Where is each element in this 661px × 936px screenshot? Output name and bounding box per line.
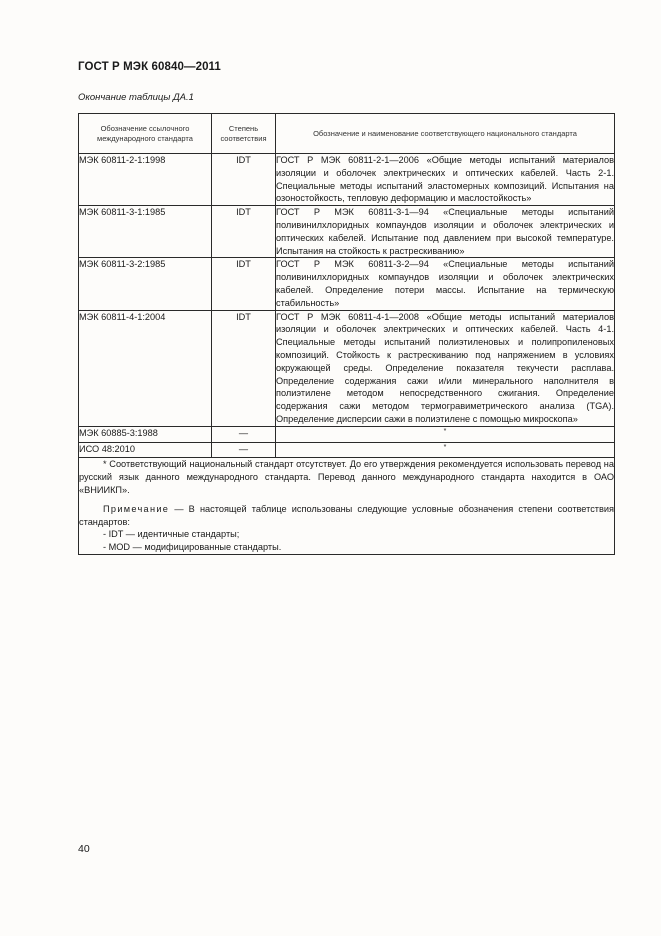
standards-table [78,113,615,555]
cell-degree: IDT [212,206,276,258]
cell-national: ГОСТ Р МЭК 60811-2-1—2006 «Общие методы испытаний материалов изоляции и оболочек электрических и оптических кабелей. Часть 2-1. Специальные методы испытаний эластомерных композиций. Испытания на озоностойкость, тепловую деформацию и маслостойкость» [276,154,615,206]
footnote-marker: * [443,427,447,435]
cell-reference: МЭК 60811-2-1:1998 [79,154,212,206]
table-row [79,258,615,310]
table-row [79,206,615,258]
table-row [79,154,615,206]
cell-degree: IDT [212,310,276,426]
cell-reference: МЭК 60885-3:1988 [79,426,212,442]
cell-reference: ИСО 48:2010 [79,442,212,458]
cell-degree: IDT [212,258,276,310]
cell-degree: IDT [212,154,276,206]
cell-national [276,426,615,442]
table-caption: Окончание таблицы ДА.1 [78,92,194,103]
note-list-item: - IDT — идентичные стандарты; [103,529,240,540]
cell-degree: — [212,442,276,458]
table-header-row [79,114,615,154]
cell-national: ГОСТ Р МЭК 60811-3-2—94 «Специальные методы испытаний поливинилхлоридных компаундов изоляции и оболочек электрических кабелей. Определение потери массы. Испытание на термическую стабильность» [276,258,615,310]
column-header-reference: Обозначение ссылочного международного стандарта [79,114,212,154]
document-title: ГОСТ Р МЭК 60840—2011 [78,61,221,73]
table-row [79,426,615,442]
table-row [79,442,615,458]
column-header-national: Обозначение и наименование соответствующего национального стандарта [276,114,615,154]
note-text: — В настоящей таблице использованы следующие условные обозначения степени соответствия стандартов: [79,503,614,527]
cell-reference: МЭК 60811-3-1:1985 [79,206,212,258]
note-paragraph [79,503,614,529]
cell-degree: — [212,426,276,442]
cell-national: ГОСТ Р МЭК 60811-3-1—94 «Специальные методы испытаний поливинилхлоридных компаундов изоляции и оболочек электрических и оптических кабелей. Испытание под давлением при высокой температуре. Испытания на стойкость к растрескиванию» [276,206,615,258]
footnote-marker: * [443,443,447,451]
notes-row [79,458,615,555]
note-label: Примечание [103,503,170,514]
note-list-item: - MOD — модифицированные стандарты. [103,542,282,553]
cell-reference: МЭК 60811-4-1:2004 [79,310,212,426]
cell-national [276,442,615,458]
page-number: 40 [78,843,90,855]
column-header-degree: Степень соответствия [212,114,276,154]
table-notes [79,458,615,555]
cell-reference: МЭК 60811-3-2:1985 [79,258,212,310]
cell-national: ГОСТ Р МЭК 60811-4-1—2008 «Общие методы испытаний материалов изоляции и оболочек электрических и оптических кабелей. Часть 4-1. Специальные методы испытаний полиэтиленовых и полипропиленовых композиций. Стойкость к растрескиванию под напряжением в условиях окружающей среды. Определение показателя текучести расплава. Определение содержания сажи и/или минерального наполнителя в полиэтилене методом непосредственного сжигания. Определение содержания сажи методом термогравиметрического анализа (TGA). Определение дисперсии сажи в полиэтилене с помощью микроскопа» [276,310,615,426]
footnote-text: * Соответствующий национальный стандарт отсутствует. До его утверждения рекомендуется использовать перевод на русский язык данного международного стандарта. Перевод данного международного стандарта находится в ОАО «ВНИИКП». [79,459,614,495]
table-row [79,310,615,426]
